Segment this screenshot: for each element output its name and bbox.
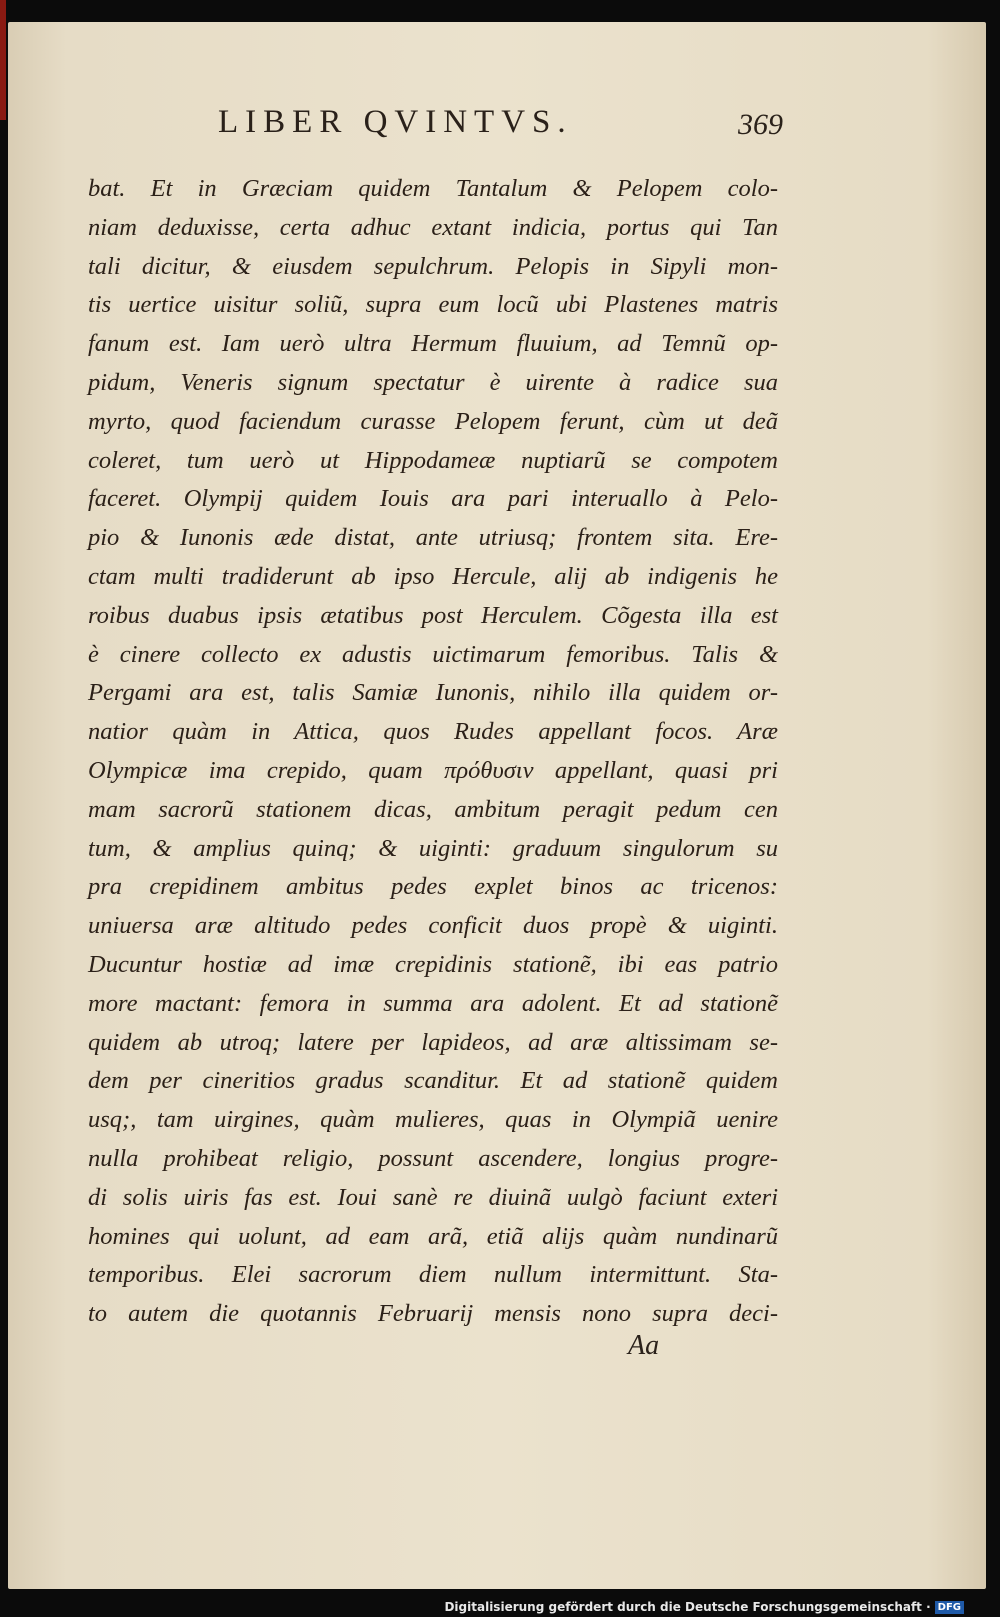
text-line: tum, & amplius quinq; & uiginti: graduum singulorum su — [88, 834, 778, 862]
text-line: pio & Iunonis æde distat, ante utriusq; frontem sita. Ere- — [88, 524, 778, 552]
text-line: homines qui uolunt, ad eam arã, etiã alijs quàm nundinarũ — [88, 1222, 778, 1250]
text-line: faceret. Olympij quidem Iouis ara pari interuallo à Pelo- — [88, 485, 778, 513]
text-line: usq;, tam uirgines, quàm mulieres, quas in Olympiã uenire — [88, 1106, 778, 1134]
text-line: to autem die quotannis Februarij mensis nono supra deci- — [88, 1300, 778, 1328]
text-line: di solis uiris fas est. Ioui sanè re diuinã uulgò faciunt exteri — [88, 1183, 778, 1211]
signature-mark: Aa — [628, 1330, 660, 1361]
text-line: Ducuntur hostiæ ad imæ crepidinis stationẽ, ibi eas patrio — [88, 950, 778, 978]
text-line: Olympicæ ima crepido, quam πρόθυσιν appellant, quasi pri — [88, 756, 778, 784]
text-line: pidum, Veneris signum spectatur è uirente à radice sua — [88, 368, 778, 396]
text-line: coleret, tum uerò ut Hippodameæ nuptiarũ se compotem — [88, 446, 778, 474]
text-line: mam sacrorũ stationem dicas, ambitum peragit pedum cen — [88, 795, 778, 823]
text-line: nulla prohibeat religio, possunt ascendere, longius progre- — [88, 1144, 778, 1172]
digitization-credit — [444, 1600, 964, 1614]
text-line: quidem ab utroq; latere per lapideos, ad aræ altissimam se- — [88, 1028, 778, 1056]
text-line: dem per cineritios gradus scanditur. Et ad stationẽ quidem — [88, 1067, 778, 1095]
text-line: roibus duabus ipsis ætatibus post Herculem. Cõgesta illa est — [88, 601, 778, 629]
text-line: bat. Et in Græciam quidem Tantalum & Pelopem colo- — [88, 175, 778, 202]
dfg-logo: DFG — [935, 1601, 964, 1614]
text-line: myrto, quod faciendum curasse Pelopem ferunt, cùm ut deã — [88, 407, 778, 435]
page-number: 369 — [738, 108, 783, 141]
text-line: è cinere collecto ex adustis uictimarum femoribus. Talis & — [88, 640, 778, 668]
text-line: natior quàm in Attica, quos Rudes appellant focos. Aræ — [88, 718, 778, 746]
credit-text: Digitalisierung gefördert durch die Deutsche Forschungsgemeinschaft · — [444, 1600, 931, 1614]
text-line: more mactant: femora in summa ara adolent. Et ad stationẽ — [88, 989, 778, 1017]
book-edge — [0, 0, 6, 120]
book-page — [8, 22, 986, 1589]
text-line: tis uertice uisitur soliũ, supra eum locũ ubi Plastenes matris — [88, 291, 778, 319]
body-text — [88, 170, 778, 1334]
text-line: ctam multi tradiderunt ab ipso Hercule, alij ab indigenis he — [88, 562, 778, 590]
running-head-title: LIBER QVINTVS. — [218, 104, 573, 140]
text-line: temporibus. Elei sacrorum diem nullum intermittunt. Sta- — [88, 1261, 778, 1289]
running-head — [8, 104, 986, 154]
text-line: uniuersa aræ altitudo pedes conficit duos propè & uiginti. — [88, 912, 778, 940]
text-line: niam deduxisse, certa adhuc extant indicia, portus qui Tan — [88, 213, 778, 241]
text-line: tali dicitur, & eiusdem sepulchrum. Pelopis in Sipyli mon- — [88, 252, 778, 280]
text-line: Pergami ara est, talis Samiæ Iunonis, nihilo illa quidem or- — [88, 679, 778, 707]
text-line: fanum est. Iam uerò ultra Hermum fluuium, ad Temnũ op- — [88, 330, 778, 358]
text-line: pra crepidinem ambitus pedes explet binos ac tricenos: — [88, 873, 778, 901]
